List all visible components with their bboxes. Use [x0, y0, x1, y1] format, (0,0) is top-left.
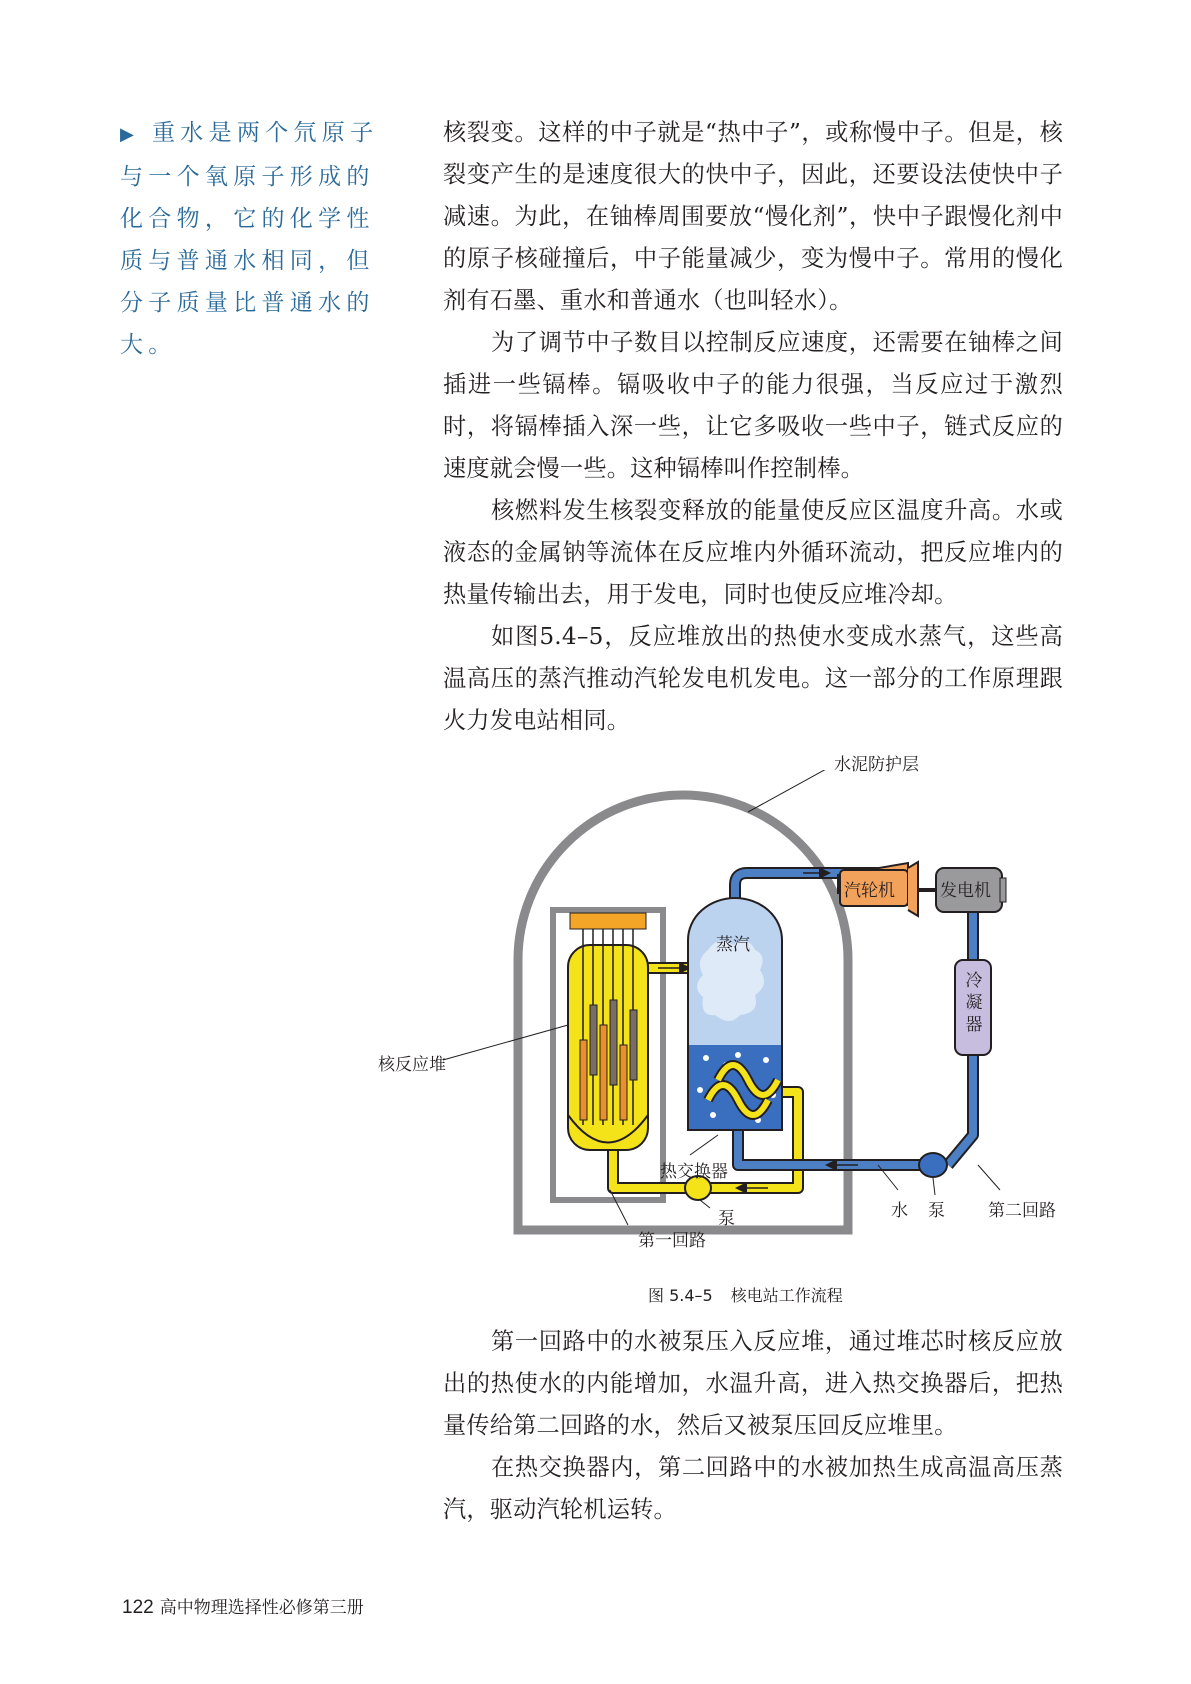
label-condenser: 冷凝器: [965, 971, 983, 1035]
secondary-pump: [919, 1153, 947, 1177]
label-steam: 蒸汽: [716, 935, 750, 955]
label-secondary-loop: 第二回路: [988, 1201, 1056, 1221]
label-reactor: 核反应堆: [378, 1055, 446, 1075]
triangle-marker-icon: ▶: [120, 124, 140, 145]
control-rod-drive: [570, 913, 646, 929]
figure-title: 核电站工作流程: [730, 1286, 843, 1305]
diagram-drawing: [388, 770, 1108, 1330]
label-secondary-pump: 泵: [928, 1201, 945, 1221]
label-water: 水: [891, 1201, 908, 1221]
label-heat-exchanger: 热交换器: [660, 1162, 728, 1182]
paragraph: 第一回路中的水被泵压入反应堆，通过堆芯时核反应放出的热使水的内能增加，水温升高，进入热交换器后，把热量传给第二回路的水，然后又被泵压回反应堆里。: [443, 1328, 1063, 1439]
margin-note: [120, 112, 395, 366]
nuclear-plant-diagram: [378, 755, 1108, 1330]
paragraph: 核燃料发生核裂变释放的能量使反应区温度升高。水或液态的金属钠等流体在反应堆内外循环流动，把反应堆内的热量传输出去，用于发电，同时也使反应堆冷却。: [443, 497, 1063, 608]
figure-number: 图 5.4–5: [648, 1286, 713, 1305]
label-generator: 发电机: [940, 881, 991, 901]
label-turbine: 汽轮机: [844, 881, 895, 901]
page-footer: [122, 1593, 364, 1619]
book-title: 高中物理选择性必修第三册: [159, 1598, 364, 1618]
label-primary-pump: 泵: [718, 1209, 735, 1229]
margin-note-text: 重水是两个氘原子与一个氧原子形成的化合物，它的化学性质与普通水相同，但分子质量比普通水的大。: [120, 120, 379, 358]
body-text-top: [443, 112, 1063, 742]
paragraph: 在热交换器内，第二回路中的水被加热生成高温高压蒸汽，驱动汽轮机运转。: [443, 1454, 1063, 1523]
body-text-bottom: [443, 1321, 1063, 1531]
label-primary-loop: 第一回路: [638, 1231, 706, 1251]
paragraph: 核裂变。这样的中子就是“热中子”，或称慢中子。但是，核裂变产生的是速度很大的快中子，因此，还要设法使快中子减速。为此，在铀棒周围要放“慢化剂”，快中子跟慢化剂中的原子核碰撞后，中子能量减少，变为慢中子。常用的慢化剂有石墨、重水和普通水（也叫轻水）。: [443, 119, 1063, 314]
paragraph: 为了调节中子数目以控制反应速度，还需要在铀棒之间插进一些镉棒。镉吸收中子的能力很强，当反应过于激烈时，将镉棒插入深一些，让它多吸收一些中子，链式反应的速度就会慢一些。这种镉棒叫作控制棒。: [443, 329, 1063, 482]
page-number: 122: [122, 1597, 154, 1618]
label-concrete-shield: 水泥防护层: [834, 755, 919, 775]
paragraph: 如图5.4–5，反应堆放出的热使水变成水蒸气，这些高温高压的蒸汽推动汽轮发电机发电。这一部分的工作原理跟火力发电站相同。: [443, 623, 1063, 734]
figure-caption: [648, 1283, 843, 1306]
